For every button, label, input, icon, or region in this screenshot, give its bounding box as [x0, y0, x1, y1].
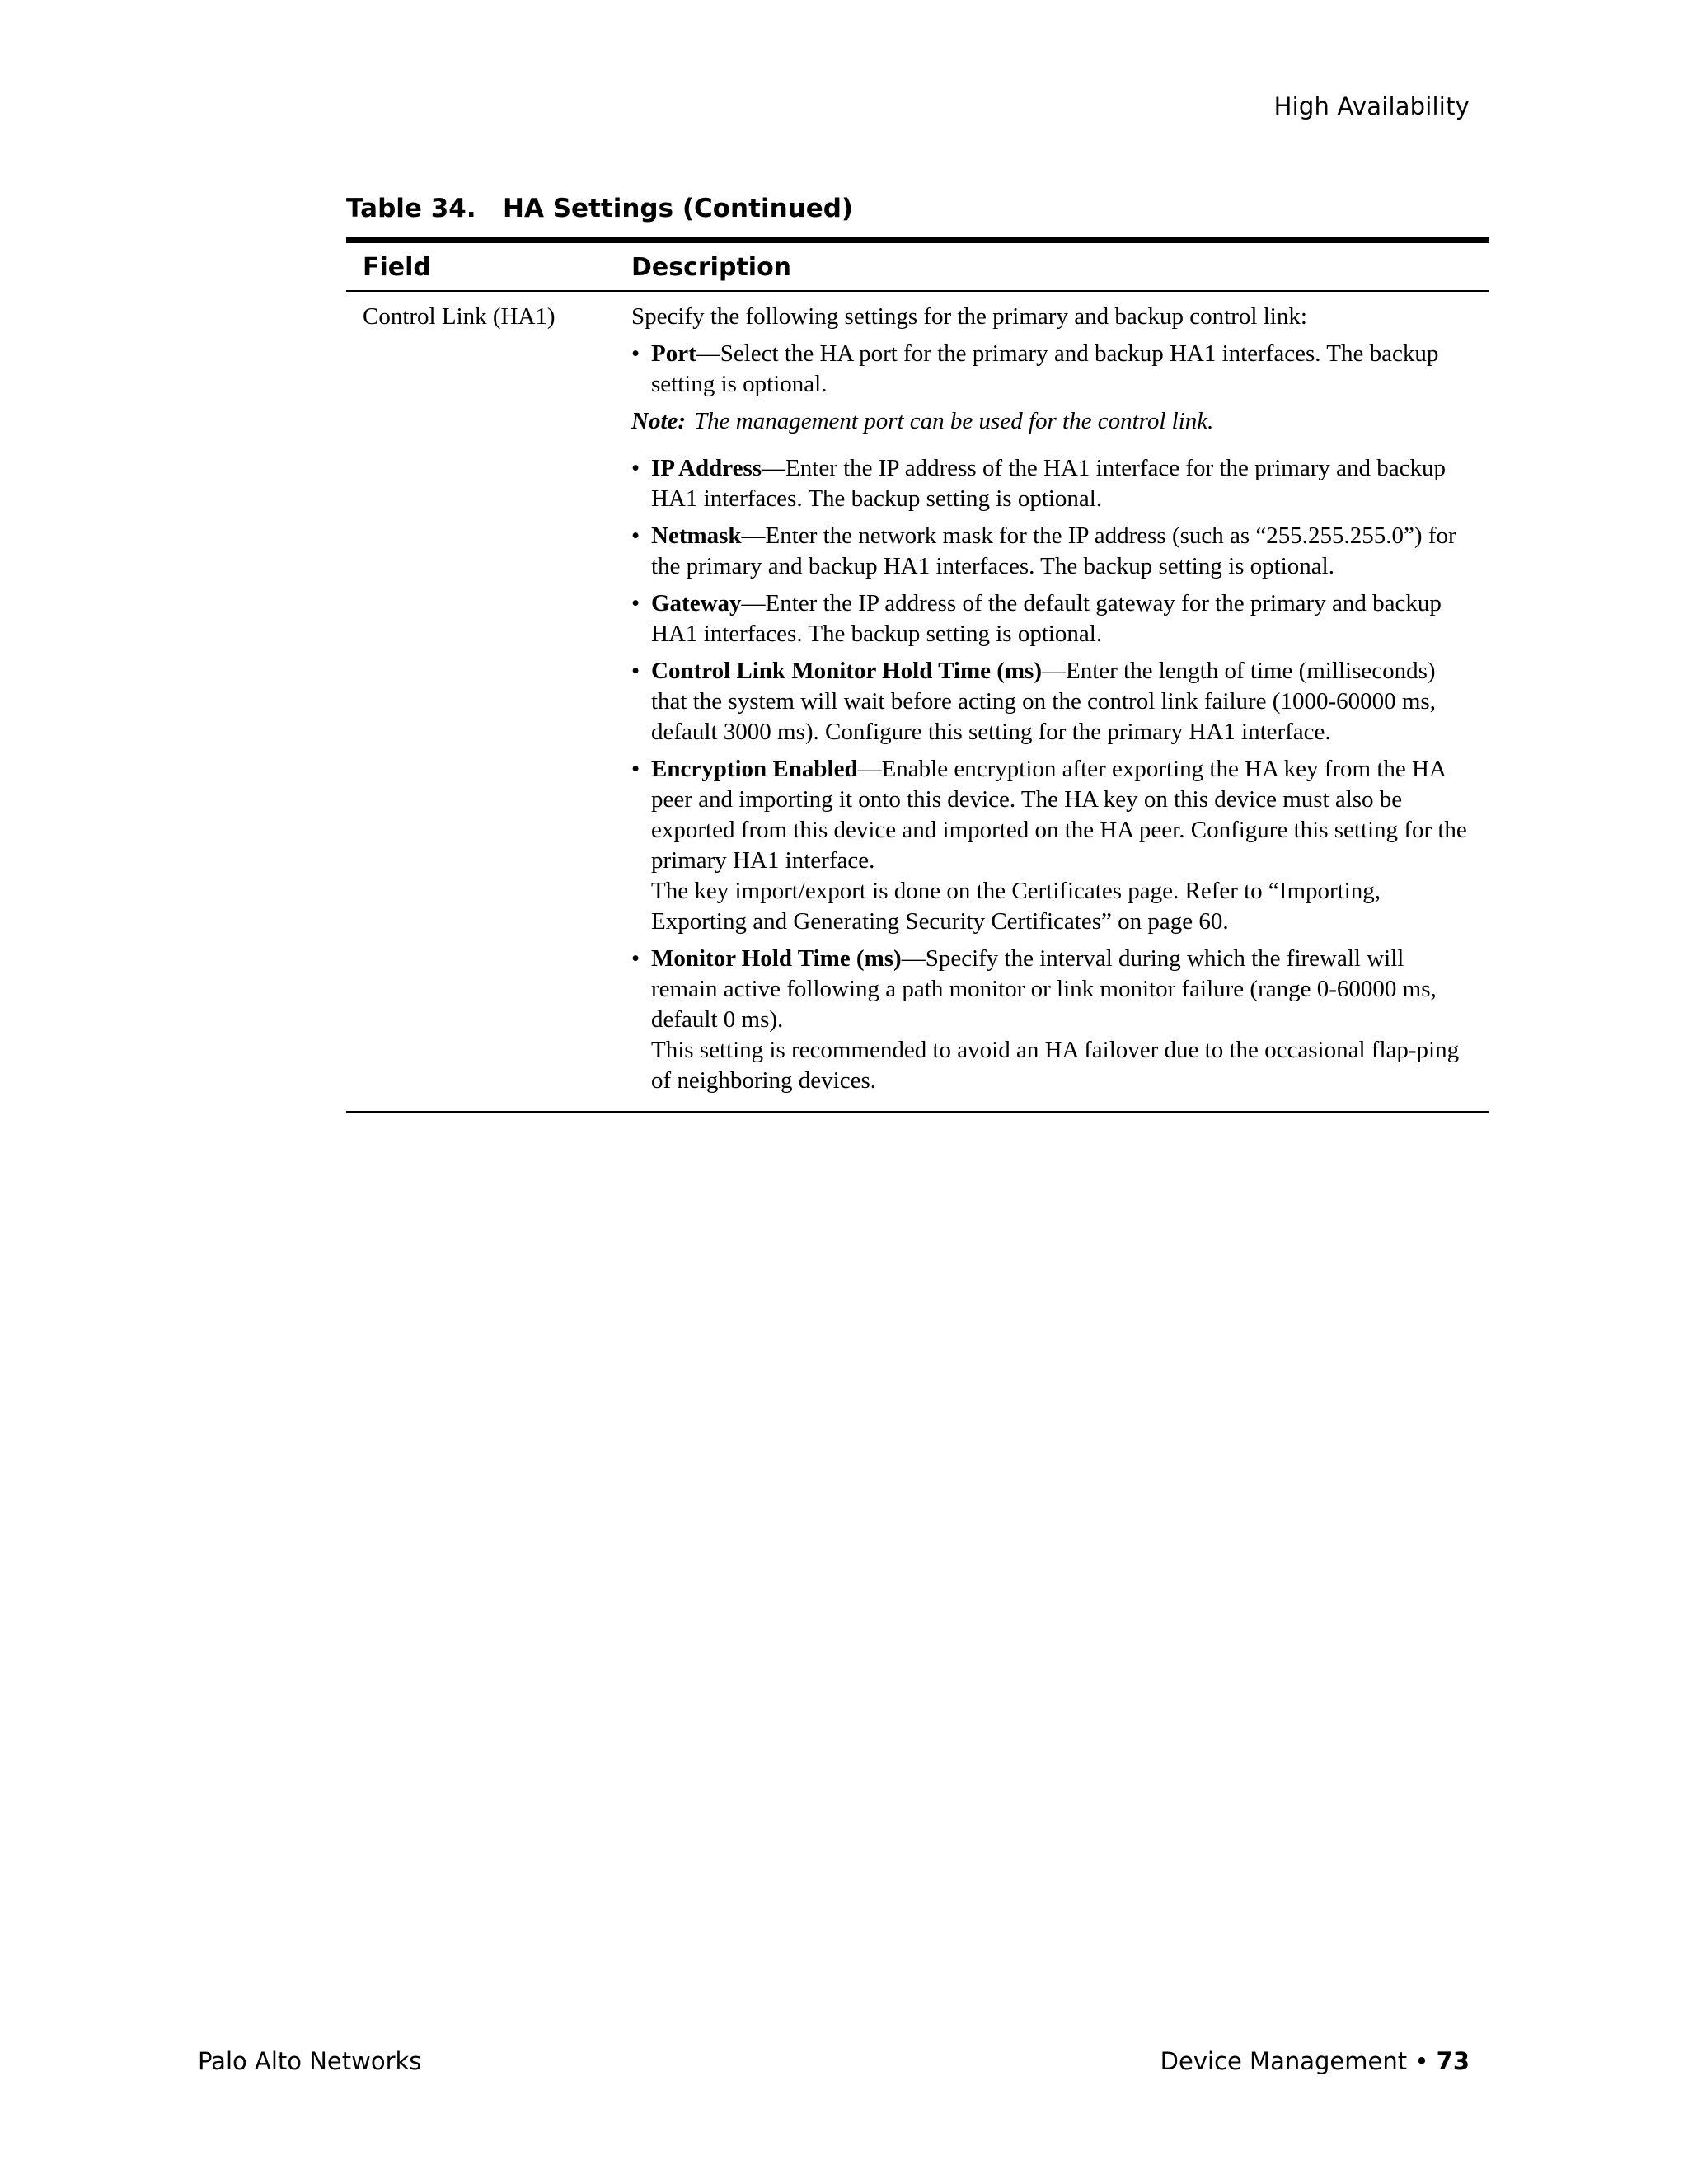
description-cell — [615, 291, 1489, 1112]
list-item-port — [631, 339, 1470, 400]
desc-monitor-hold-time: —Specify the interval during which the firewall will remain active following a path monitor or link monitor failure (range 0-60000 ms, default 0 ms). — [651, 945, 1437, 1033]
table-header-row — [346, 241, 1489, 292]
bullet-icon: • — [631, 455, 640, 481]
footer-chapter: Device Management — [1160, 2047, 1408, 2075]
note-label: Note: — [631, 408, 687, 434]
desc-encryption-enabled: —Enable encryption after exporting the HA key from the HA peer and importing it onto this device. The HA key on this device must also be exported from this device and imported on the HA peer. Configure this setting for the primary HA1 interface. — [651, 756, 1467, 874]
list-item-monitor-hold-time — [631, 944, 1470, 1096]
settings-list — [631, 339, 1470, 400]
desc-encryption-extra: The key import/export is done on the Certificates page. Refer to “Importing, Exporting and Generating Security Certificates” on page 60. — [651, 878, 1381, 935]
term-port: Port — [651, 340, 696, 367]
note — [631, 406, 1470, 437]
bullet-icon: • — [631, 658, 640, 684]
running-header: High Availability — [1273, 92, 1470, 120]
column-header-field: Field — [346, 241, 615, 292]
description-intro: Specify the following settings for the primary and backup control link: — [631, 303, 1307, 330]
list-item-gateway — [631, 588, 1470, 649]
desc-control-link-hold-time: —Enter the length of time (milliseconds) that the system will wait before acting on the control link failure (1000-60000 ms, default 3000 ms). Configure this setting for the primary HA1 interface. — [651, 658, 1436, 745]
footer-company: Palo Alto Networks — [198, 2047, 422, 2075]
field-cell: Control Link (HA1) — [346, 291, 615, 1112]
desc-gateway: —Enter the IP address of the default gateway for the primary and backup HA1 interfaces. The backup setting is optional. — [651, 590, 1442, 647]
settings-list-continued — [631, 453, 1470, 1096]
table-caption: Table 34. HA Settings (Continued) — [346, 194, 854, 223]
list-item-control-link-hold-time — [631, 656, 1470, 748]
list-item-encryption-enabled — [631, 754, 1470, 937]
page-number: 73 — [1436, 2047, 1470, 2075]
bullet-icon: • — [631, 523, 640, 549]
list-item-netmask — [631, 521, 1470, 582]
table-row — [346, 291, 1489, 1112]
footer-page-info — [1160, 2047, 1470, 2075]
bullet-icon: • — [631, 756, 640, 782]
footer-separator: • — [1414, 2047, 1429, 2075]
term-ip-address: IP Address — [651, 455, 762, 481]
bullet-icon: • — [631, 340, 640, 367]
term-netmask: Netmask — [651, 523, 742, 549]
desc-ip-address: —Enter the IP address of the HA1 interface for the primary and backup HA1 interfaces. The backup setting is optional. — [651, 455, 1447, 512]
term-encryption-enabled: Encryption Enabled — [651, 756, 858, 782]
bullet-icon: • — [631, 590, 640, 616]
term-gateway: Gateway — [651, 590, 742, 616]
note-text: The management port can be used for the control link. — [694, 408, 1214, 434]
term-monitor-hold-time: Monitor Hold Time (ms) — [651, 945, 902, 972]
term-control-link-hold-time: Control Link Monitor Hold Time (ms) — [651, 658, 1042, 684]
column-header-description: Description — [615, 241, 1489, 292]
list-item-ip-address — [631, 453, 1470, 514]
desc-port: —Select the HA port for the primary and backup HA1 interfaces. The backup setting is optional. — [651, 340, 1439, 397]
desc-monitor-hold-extra: This setting is recommended to avoid an HA failover due to the occasional flap-ping of neighboring devices. — [651, 1037, 1460, 1094]
desc-netmask: —Enter the network mask for the IP address (such as “255.255.255.0”) for the primary and backup HA1 interfaces. The backup setting is optional. — [651, 523, 1456, 579]
ha-settings-table — [346, 237, 1489, 1113]
bullet-icon: • — [631, 945, 640, 972]
